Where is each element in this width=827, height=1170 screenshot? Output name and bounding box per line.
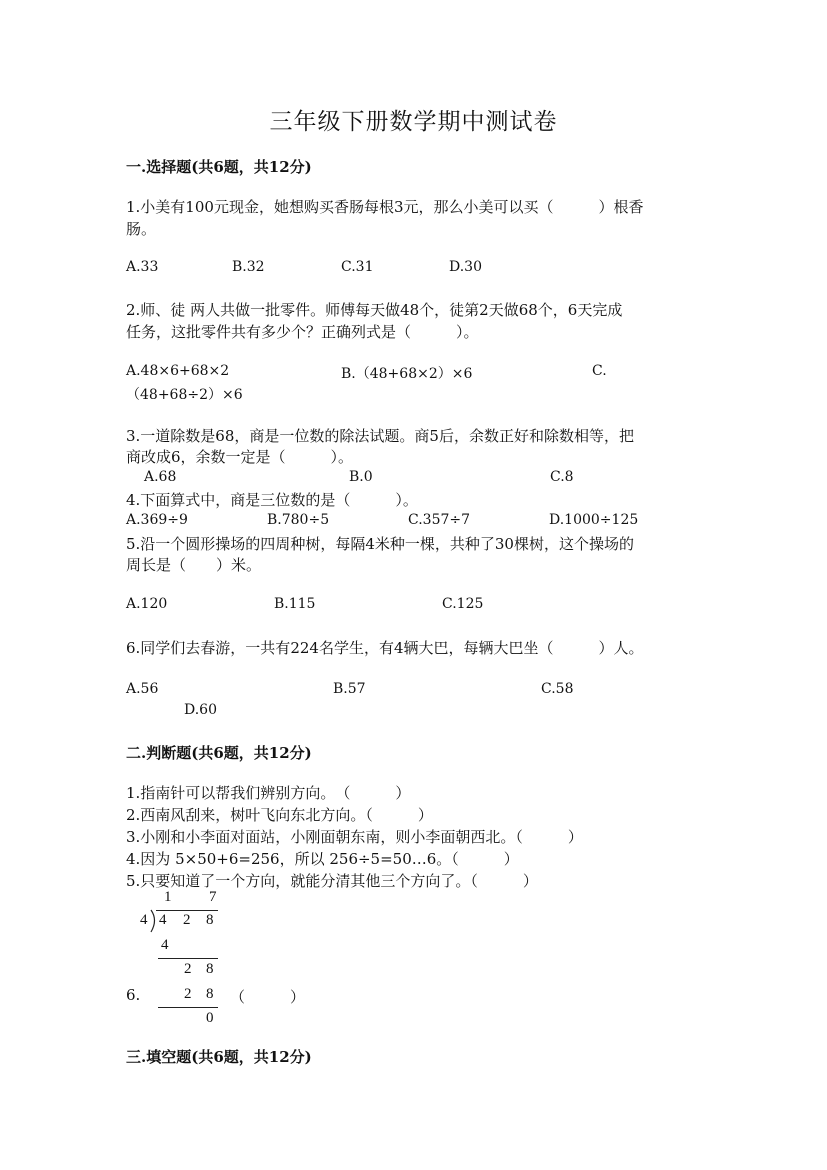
q2-option-c-label: C. bbox=[592, 363, 607, 379]
question-6-line-1: 6.同学们去春游，一共有224名学生，有4辆大巴，每辆大巴坐（ ）人。 bbox=[126, 639, 644, 657]
q5-option-c: C.125 bbox=[442, 596, 484, 612]
step-2-digit-1: 2 bbox=[184, 961, 192, 977]
section-heading-fill-in: 三.填空题(共6题，共12分) bbox=[126, 1048, 312, 1066]
q4-option-a: A.369÷9 bbox=[126, 512, 188, 528]
q3-option-c: C.8 bbox=[550, 469, 574, 485]
q1-option-d: D.30 bbox=[449, 259, 482, 275]
quotient-digit-1: 1 bbox=[164, 889, 172, 905]
judgement-item-5: 5.只要知道了一个方向，就能分清其他三个方向了。（ ） bbox=[126, 872, 538, 890]
q2-option-a: A.48×6+68×2 bbox=[126, 363, 230, 379]
judgement-item-4: 4.因为 5×50+6=256，所以 256÷5=50…6。（ ） bbox=[126, 850, 519, 868]
step-2-digit-2: 8 bbox=[206, 961, 214, 977]
q6-option-b: B.57 bbox=[333, 681, 366, 697]
question-5-line-2: 周长是（ ）米。 bbox=[126, 556, 262, 574]
q1-option-c: C.31 bbox=[341, 259, 374, 275]
q2-option-c-value: （48+68÷2）×6 bbox=[126, 387, 243, 403]
q3-option-b: B.0 bbox=[349, 469, 373, 485]
page-title: 三年级下册数学期中测试卷 bbox=[269, 109, 558, 135]
question-3-line-2: 商改成6，余数一定是（ ）。 bbox=[126, 448, 354, 466]
question-1-line-1: 1.小美有100元现金，她想购买香肠每根3元，那么小美可以买（ ）根香 bbox=[126, 198, 644, 216]
dividend-digit-1: 4 bbox=[159, 912, 167, 928]
judgement-item-6-number: 6. bbox=[126, 986, 141, 1004]
q5-option-a: A.120 bbox=[126, 596, 168, 612]
step-3-digit-2: 8 bbox=[206, 986, 214, 1002]
question-1-line-2: 肠。 bbox=[126, 220, 157, 238]
step-1-digit: 4 bbox=[161, 937, 169, 953]
step-3-rule bbox=[158, 1007, 218, 1008]
q6-option-c: C.58 bbox=[541, 681, 574, 697]
question-5-line-1: 5.沿一个圆形操场的四周种树，每隔4米种一棵，共种了30棵树，这个操场的 bbox=[126, 535, 634, 553]
q4-option-b: B.780÷5 bbox=[267, 512, 330, 528]
question-4-line-1: 4.下面算式中，商是三位数的是（ ）。 bbox=[126, 491, 418, 509]
q4-option-d: D.1000÷125 bbox=[549, 512, 639, 528]
q5-option-b: B.115 bbox=[274, 596, 316, 612]
step-3-digit-1: 2 bbox=[184, 986, 192, 1002]
remainder-digit: 0 bbox=[206, 1010, 214, 1026]
question-2-line-2: 任务，这批零件共有多少个？正确列式是（ ）。 bbox=[126, 323, 479, 341]
judgement-item-2: 2.西南风刮来，树叶飞向东北方向。（ ） bbox=[126, 806, 433, 824]
division-bar bbox=[156, 910, 218, 911]
dividend-digit-2: 2 bbox=[183, 912, 191, 928]
question-3-line-1: 3.一道除数是68，商是一位数的除法试题。商5后，余数正好和除数相等，把 bbox=[126, 427, 634, 445]
section-heading-choice: 一.选择题(共6题，共12分) bbox=[126, 158, 312, 176]
judgement-item-3: 3.小刚和小李面对面站，小刚面朝东南，则小李面朝西北。（ ） bbox=[126, 828, 583, 846]
division-bracket-icon bbox=[149, 909, 159, 933]
q1-option-a: A.33 bbox=[126, 259, 159, 275]
quotient-digit-2: 7 bbox=[209, 889, 217, 905]
q6-option-d: D.60 bbox=[184, 702, 217, 718]
dividend-digit-3: 8 bbox=[206, 912, 214, 928]
q4-option-c: C.357÷7 bbox=[408, 512, 471, 528]
divisor: 4 bbox=[140, 912, 148, 928]
step-1-rule bbox=[158, 958, 218, 959]
question-2-line-1: 2.师、徒 两人共做一批零件。师傅每天做48个，徒第2天做68个，6天完成 bbox=[126, 301, 623, 319]
q1-option-b: B.32 bbox=[232, 259, 265, 275]
q3-option-a: A.68 bbox=[144, 469, 177, 485]
q2-option-b: B.（48+68×2）×6 bbox=[341, 366, 473, 382]
judgement-item-6-bracket: （ ） bbox=[230, 988, 306, 1006]
judgement-item-1: 1.指南针可以帮我们辨别方向。 （ ） bbox=[126, 784, 411, 802]
section-heading-judgement: 二.判断题(共6题，共12分) bbox=[126, 744, 312, 762]
q6-option-a: A.56 bbox=[126, 681, 159, 697]
